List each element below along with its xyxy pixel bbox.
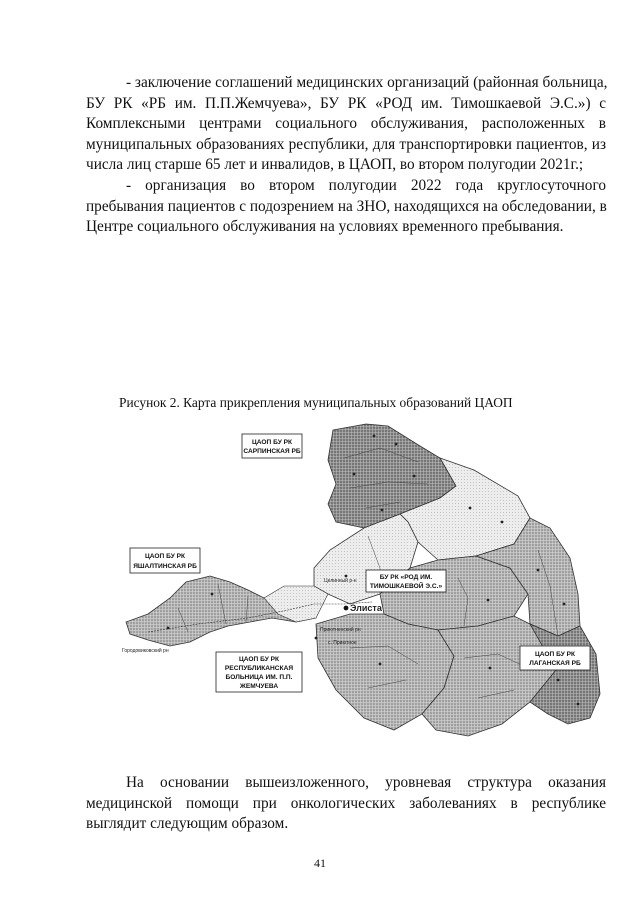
attachment-map bbox=[118, 418, 610, 754]
svg-text:ЯШАЛТИНСКАЯ РБ: ЯШАЛТИНСКАЯ РБ bbox=[133, 563, 197, 570]
text-line: Центре социального обслуживания на условиях временного пребывания. bbox=[86, 218, 564, 235]
svg-text:ЦАОП БУ РК: ЦАОП БУ РК bbox=[144, 553, 186, 560]
svg-text:ЦАОП БУ РК: ЦАОП БУ РК bbox=[534, 651, 576, 658]
text-line: БУ РК «РБ им. П.П.Жемчуева», БУ РК «РОД им. Тимошкаевой Э.С.») с bbox=[86, 94, 606, 112]
page-number: 41 bbox=[314, 856, 326, 870]
label-rod bbox=[366, 570, 446, 592]
paragraph-agreements bbox=[86, 73, 606, 176]
capital-label: Элиста bbox=[350, 603, 382, 613]
svg-text:ТИМОШКАЕВОЙ Э.С.»: ТИМОШКАЕВОЙ Э.С.» bbox=[369, 583, 443, 590]
tselinny-label: Целинный р-н bbox=[324, 578, 357, 584]
figure-caption: Рисунок 2. Карта прикрепления муниципальных образований ЦАОП bbox=[119, 395, 513, 410]
text-line: Комплексными центрами социального обслуживания, расположенных в bbox=[86, 115, 606, 132]
label-lagan bbox=[520, 646, 590, 670]
text-line: выглядит следующим образом. bbox=[86, 815, 289, 832]
svg-text:ЖЕМЧУЕВА: ЖЕМЧУЕВА bbox=[239, 683, 279, 690]
svg-text:БОЛЬНИЦА ИМ. П.П.: БОЛЬНИЦА ИМ. П.П. bbox=[225, 674, 293, 681]
priyutnoe-label: с. Приютное bbox=[328, 640, 357, 646]
label-respublikanskaya bbox=[216, 652, 302, 692]
gorodovikovsk-label: Городовиковский рн bbox=[122, 648, 169, 654]
paragraph-conclusion bbox=[86, 773, 606, 835]
text-line: муниципальных образованиях республики, для транспортировки пациентов, из bbox=[86, 135, 606, 153]
text-line: пребывания пациентов с подозрением на ЗНО, находящихся на обследовании, в bbox=[86, 197, 607, 215]
label-yashaltinskaya bbox=[130, 548, 200, 573]
svg-text:ЛАГАНСКАЯ РБ: ЛАГАНСКАЯ РБ bbox=[529, 660, 581, 667]
text-line: медицинской помощи при онкологических заболеваниях в республике bbox=[86, 794, 606, 812]
svg-text:БУ РК «РОД ИМ.: БУ РК «РОД ИМ. bbox=[379, 574, 433, 581]
svg-text:РЕСПУБЛИКАНСКАЯ: РЕСПУБЛИКАНСКАЯ bbox=[224, 665, 294, 672]
priyutnensky-label: Приютненский рн bbox=[320, 627, 361, 633]
text-line: - заключение соглашений медицинских организаций (районная больница, bbox=[126, 74, 608, 91]
label-sarpinskaya bbox=[242, 434, 302, 458]
paragraph-round-the-clock bbox=[86, 176, 606, 238]
svg-text:ЦАОП БУ РК: ЦАОП БУ РК bbox=[238, 656, 280, 663]
text-line: числа лиц старше 65 лет и инвалидов, в ЦАОП, во втором полугодии 2021г.; bbox=[86, 156, 584, 173]
capital-marker bbox=[344, 606, 349, 611]
svg-text:ЦАОП БУ РК: ЦАОП БУ РК bbox=[251, 439, 293, 446]
text-line: На основании вышеизложенного, уровневая структура оказания bbox=[126, 774, 606, 791]
text-line: - организация во втором полугодии 2022 года круглосуточного bbox=[126, 177, 606, 194]
svg-text:САРПИНСКАЯ РБ: САРПИНСКАЯ РБ bbox=[243, 448, 301, 455]
